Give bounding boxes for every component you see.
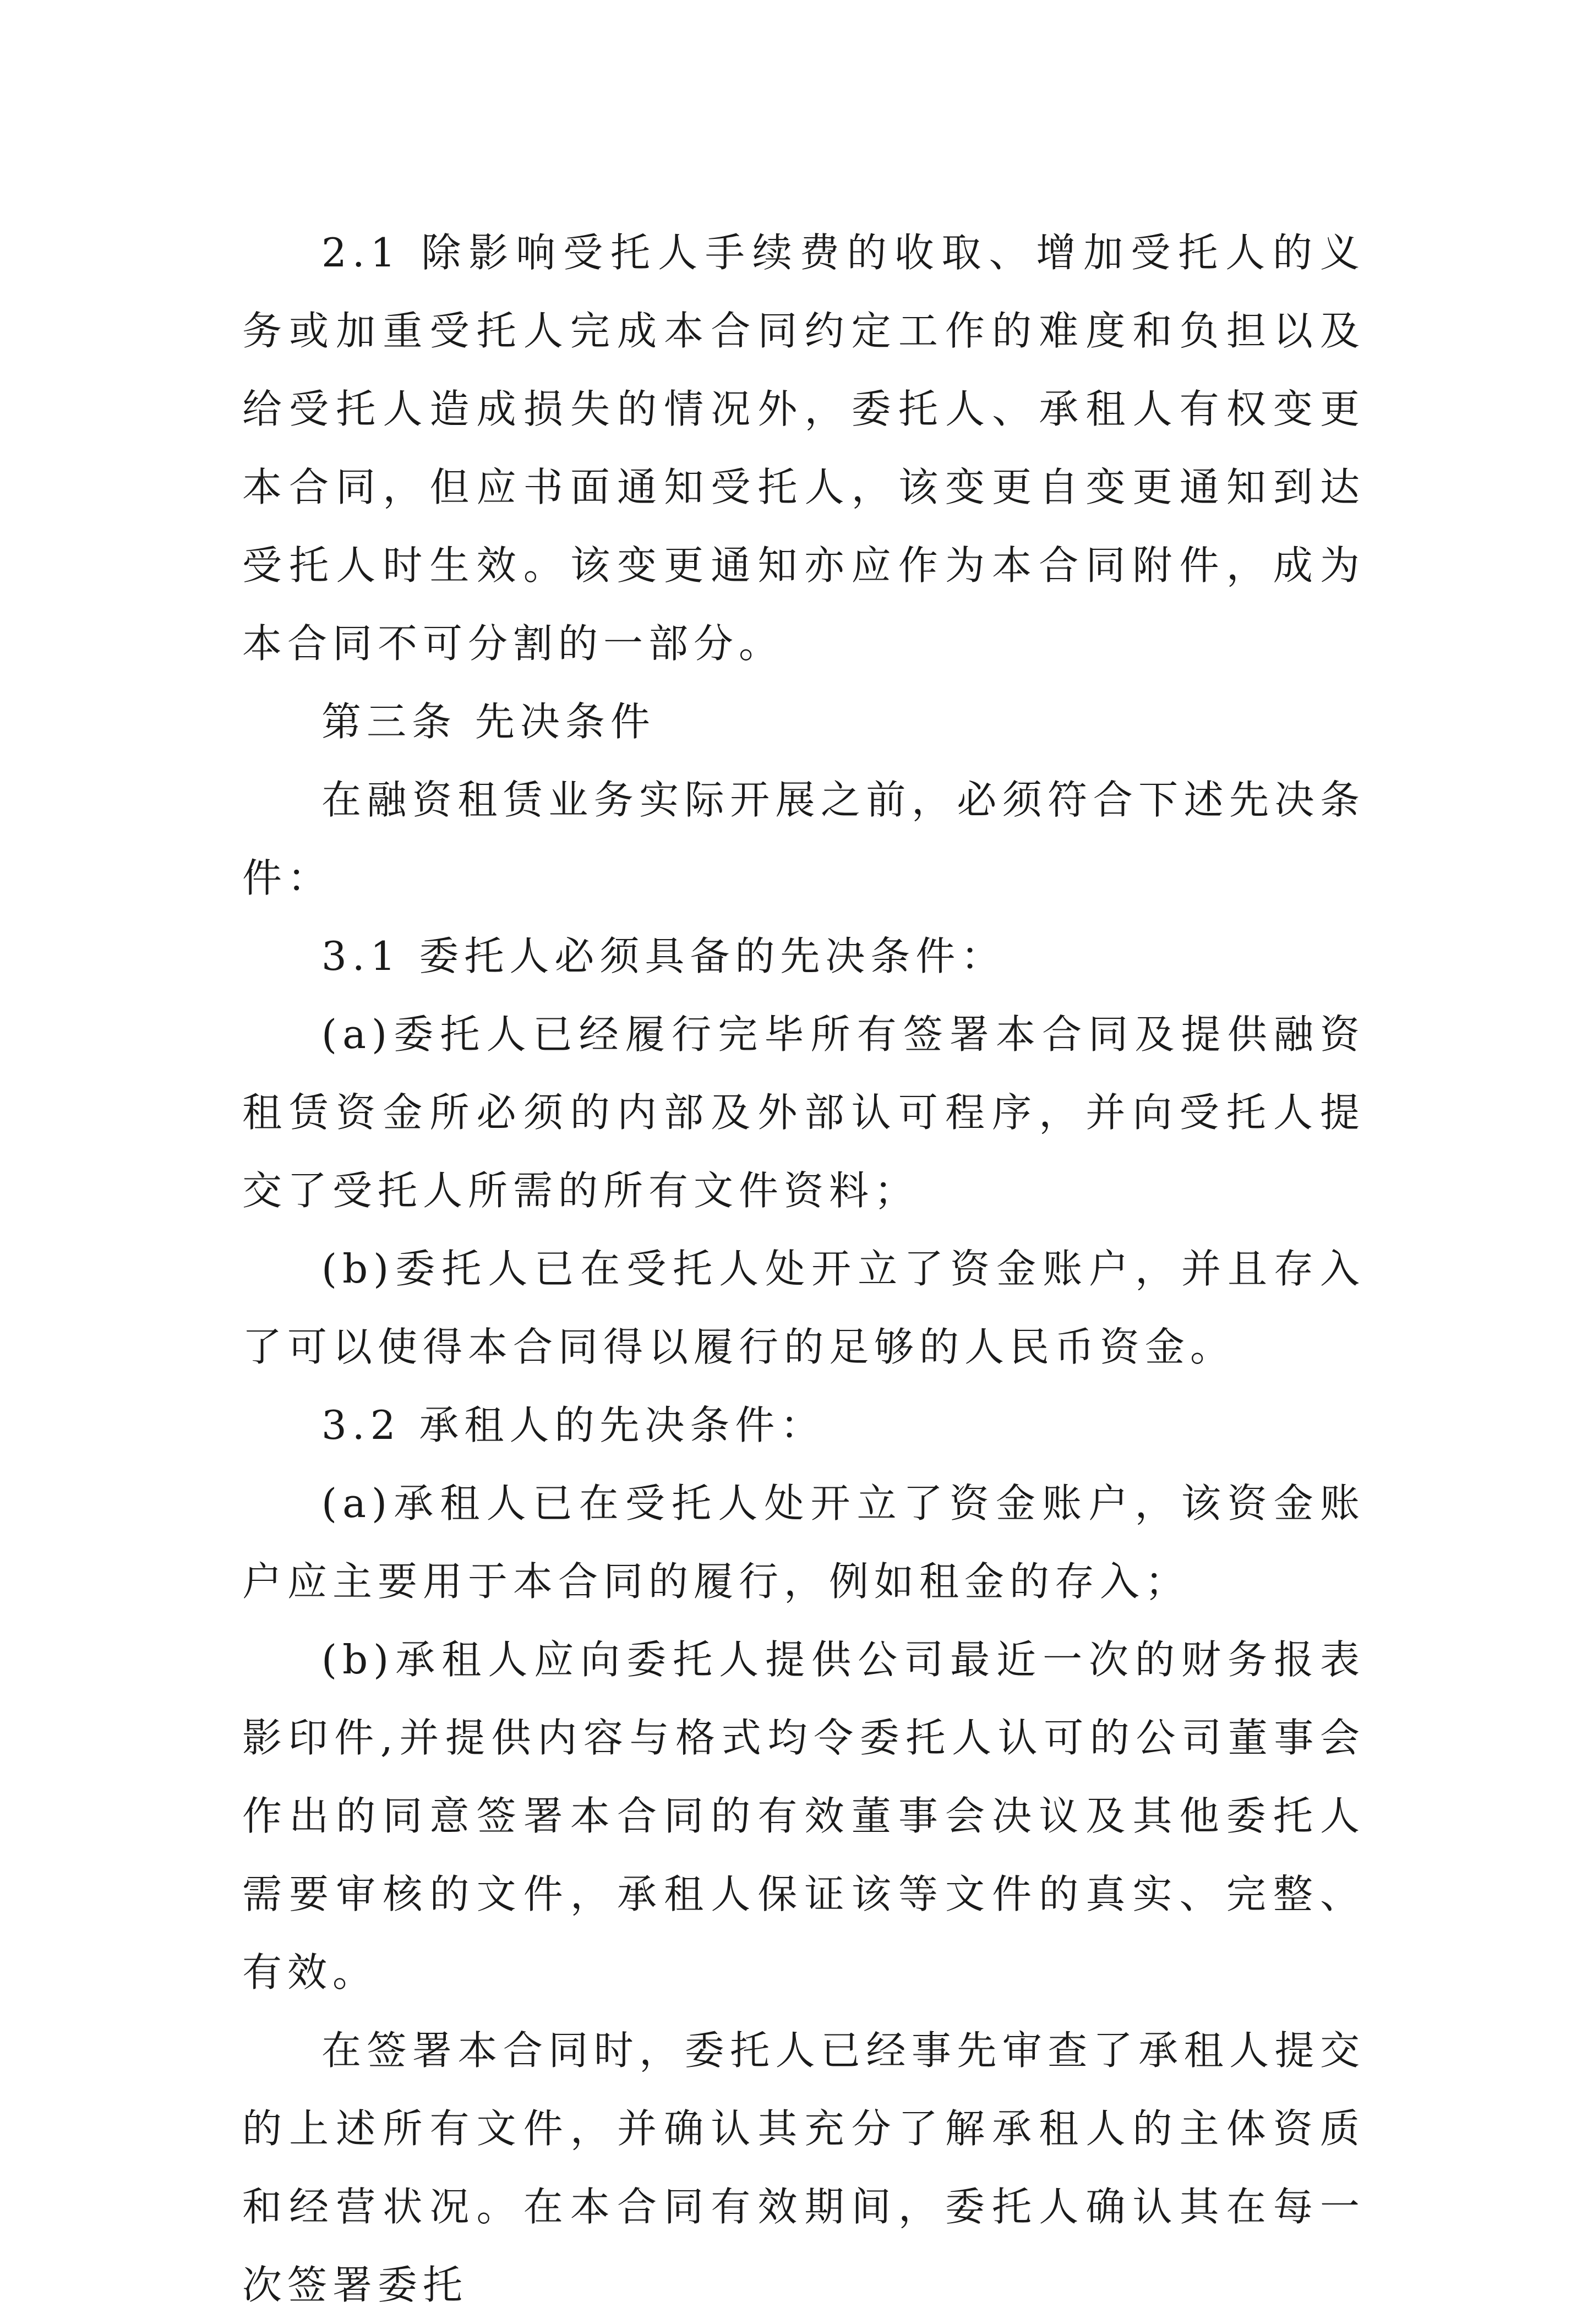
- paragraph-review-confirmation: 在签署本合同时，委托人已经事先审查了承租人提交的上述所有文件，并确认其充分了解承租人的主体资质和经营状况。在本合同有效期间，委托人确认其在每一次签署委托: [242, 2027, 1365, 2308]
- paragraph-3-1-a: (a)委托人已经履行完毕所有签署本合同及提供融资租赁资金所必须的内部及外部认可程序，并向受托人提交了受托人所需的所有文件资料；: [242, 1011, 1365, 1214]
- body-text: [242, 214, 1365, 2324]
- paragraph-3-1-b: (b)委托人已在受托人处开立了资金账户，并且存入了可以使得本合同得以履行的足够的人民币资金。: [242, 1246, 1365, 1370]
- paragraph-preconditions-intro: 在融资租赁业务实际开展之前，必须符合下述先决条件：: [242, 777, 1365, 901]
- paragraph-2-1: 2.1 除影响受托人手续费的收取、增加受托人的义务或加重受托人完成本合同约定工作的难度和负担以及给受托人造成损失的情况外，委托人、承租人有权变更本合同，但应书面通知受托人，该变更自变更通知到达受托人时生效。该变更通知亦应作为本合同附件，成为本合同不可分割的一部分。: [242, 230, 1365, 667]
- paragraph-3-2: 3.2 承租人的先决条件：: [321, 1402, 826, 1448]
- paragraph-3-1: 3.1 委托人必须具备的先决条件：: [321, 933, 1006, 979]
- paragraph-3-2-b: (b)承租人应向委托人提供公司最近一次的财务报表影印件,并提供内容与格式均令委托人认可的公司董事会作出的同意签署本合同的有效董事会决议及其他委托人需要审核的文件，承租人保证该等文件的真实、完整、有效。: [242, 1636, 1365, 1995]
- paragraph-3-2-a: (a)承租人已在受托人处开立了资金账户，该资金账户应主要用于本合同的履行，例如租金的存入；: [242, 1480, 1365, 1605]
- article-3-heading: 第三条 先决条件: [321, 699, 656, 745]
